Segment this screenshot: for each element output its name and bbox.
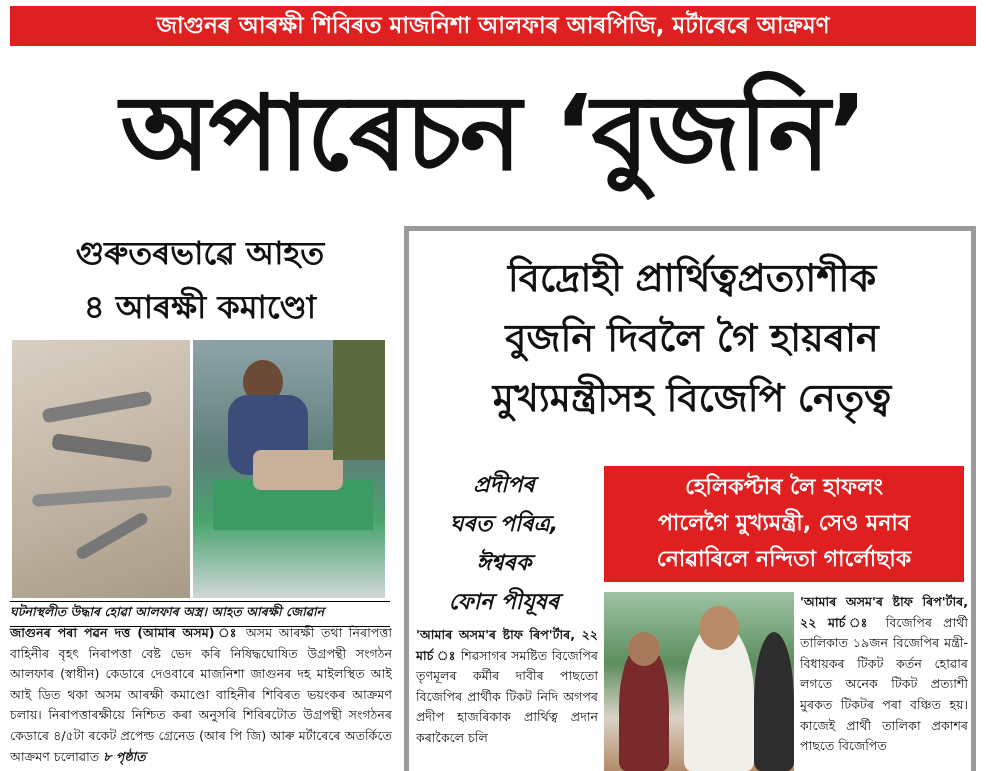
continued-page-ref[interactable]: ৮ পৃষ্ঠাত — [103, 748, 146, 764]
main-headline: অপাৰেচন ‘বুজনি’ — [120, 72, 866, 194]
left-subheadline-line1: গুৰুতৰভাৱে আহত — [75, 234, 325, 272]
side-quote-line4: ফোন পীযূষৰ — [448, 590, 560, 615]
left-story-body — [10, 623, 392, 767]
chief-minister-photo — [604, 592, 794, 771]
red-callout-line2: পালেগৈ মুখ্যমন্ত্ৰী, সেও মনাব — [658, 511, 910, 536]
left-subheadline — [8, 226, 392, 334]
right-headline — [418, 248, 966, 428]
mid-column-lead: 'আমাৰ অসম'ৰ ষ্টাফ ৰিপ'ৰ্টাৰ, ২২ মাৰ্চ ঃ — [416, 627, 598, 663]
mid-column-text — [416, 625, 598, 749]
side-quote — [414, 466, 594, 622]
side-quote-line1: প্ৰদীপৰ — [473, 473, 535, 498]
side-quote-line2: ঘৰত পৰিত্ৰ, — [449, 512, 559, 537]
injured-jawan-photo — [193, 340, 385, 598]
top-banner: জাগুনৰ আৰক্ষী শিবিৰত মাজনিশা আলফাৰ আৰপিজি, মৰ্টাৰেৰে আক্ৰমণ — [10, 6, 976, 46]
left-subheadline-line2: ৪ আৰক্ষী কমাণ্ডো — [83, 288, 317, 326]
right-column-body: বিজেপিৰ প্ৰাৰ্থী তালিকাত ১৯জন বিজেপিৰ মন্ত্ৰী-বিধায়কৰ টিকট কৰ্তন হোৱাৰ লগতে অনেক টিকট প্ৰত্যাশী মুৰকত টিকটৰ পৰা বঞ্চিত হয়। কাজেই প্ৰাৰ্থী তালিকা প্ৰকাশৰ পাছতে বিজেপিত — [800, 614, 968, 754]
side-quote-line3: ঈশ্বৰক — [476, 551, 532, 576]
red-callout-box — [604, 466, 964, 582]
right-headline-line1: বিদ্ৰোহী প্ৰাৰ্থিত্বপ্ৰত্যাশীক — [507, 256, 877, 300]
right-column-text — [800, 592, 968, 757]
red-callout-line3: নোৱাৰিলে নন্দিতা গাৰ্লোছাক — [656, 547, 912, 572]
right-column-lead: 'আমাৰ অসম'ৰ ষ্টাফ ৰিপ'ৰ্টাৰ, ২২ মাৰ্চ ঃ — [800, 594, 968, 630]
red-callout-line1: হেলিকপ্টাৰ লৈ হাফলং — [685, 475, 883, 500]
left-story-lead: জাগুনৰ পৰা পৱন দত্ত (আমাৰ অসম) ঃ — [10, 625, 240, 640]
right-headline-line3: মুখ্যমন্ত্ৰীসহ বিজেপি নেতৃত্ব — [492, 376, 892, 420]
right-headline-line2: বুজনি দিবলৈ গৈ হায়ৰান — [505, 316, 879, 360]
mid-column-body: শিৱসাগৰ সমষ্টিত বিজেপিৰ তৃণমূলৰ কৰ্মীৰ দাবীৰ পাছতো বিজেপিৰ প্ৰাৰ্থীক টিকট নিদি অগপৰ প্ৰদীপ হাজৰিকাক প্ৰাৰ্থিত্ব প্ৰদান কৰাকৈলে চলি — [416, 647, 599, 745]
photo-caption: ঘটনাস্থলীত উদ্ধাৰ হোৱা আলফাৰ অস্ত্ৰ। আহত আৰক্ষী জোৱান — [10, 601, 390, 627]
left-story-text: অসম আৰক্ষী তথা নিৰাপত্তা বাহিনীৰ বৃহৎ নিৰাপত্তা বেষ্ট ভেদ কৰি নিষিদ্ধঘোষিত উগ্ৰপন্থী সংগঠন আলফাৰ (স্বাধীন) কেডাৰে দেওবাৰে মাজনিশা জাগুনৰ দহ মাইলস্থিত আই আই ডিত থকা অসম আৰক্ষী কমাণ্ডো বাহিনীৰ শিবিৰত ভয়ংকৰ আক্ৰমণ চলায়। নিৰাপত্তাৰক্ষীয়ে নিশ্চিত কৰা অনুসৰি শিবিৰটোত উগ্ৰপন্থী সংগঠনৰ কেডাৰে ৪/৫টা ৰকেট প্ৰপেল্ড গ্ৰেনেড (আৰ পি জি) আৰু মৰ্টাৰেৰে অতৰ্কিতে আক্ৰমণ চলোৱাত — [10, 625, 392, 764]
weapons-photo — [12, 340, 190, 598]
